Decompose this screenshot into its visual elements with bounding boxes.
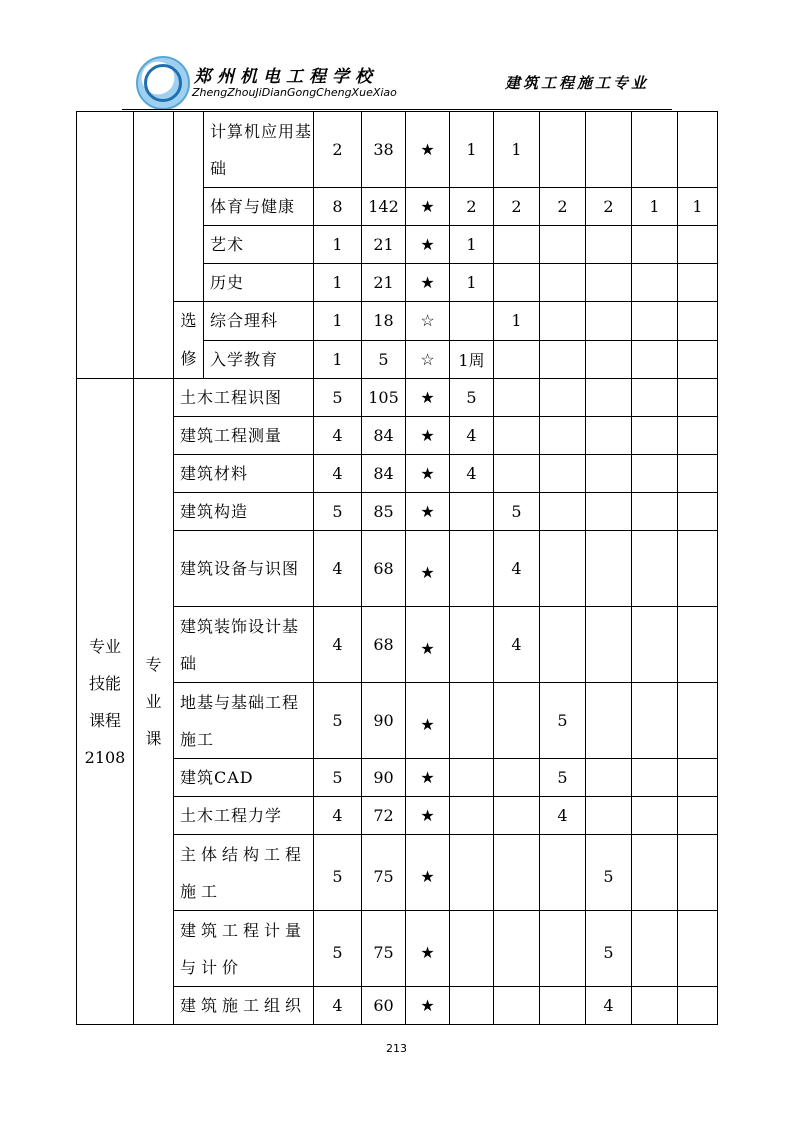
exam-mark: ★ — [406, 797, 450, 835]
required-indent-cell — [174, 112, 204, 302]
subcategory-cell-general — [134, 112, 174, 379]
semester-5 — [632, 683, 678, 759]
category-line: 课程 — [88, 710, 121, 730]
credits: 5 — [314, 683, 362, 759]
exam-mark: ★ — [406, 226, 450, 264]
semester-1 — [450, 797, 494, 835]
semester-6: 1 — [678, 188, 718, 226]
semester-2 — [494, 340, 540, 379]
course-name: 综合理科 — [204, 302, 314, 341]
semester-2 — [494, 759, 540, 797]
hours: 75 — [362, 911, 406, 987]
course-name: 主体结构工程施工 — [174, 835, 314, 911]
semester-6 — [678, 835, 718, 911]
table-row — [77, 455, 718, 493]
semester-3 — [540, 226, 586, 264]
course-name: 入学教育 — [204, 340, 314, 379]
table-row — [77, 493, 718, 531]
semester-1: 1 — [450, 112, 494, 188]
course-name: 历史 — [204, 264, 314, 302]
table-row — [77, 797, 718, 835]
credits: 1 — [314, 226, 362, 264]
credits: 4 — [314, 797, 362, 835]
semester-6 — [678, 493, 718, 531]
semester-2 — [494, 417, 540, 455]
semester-6 — [678, 379, 718, 417]
table-row — [77, 302, 718, 341]
subcategory-label-lines — [134, 646, 173, 757]
semester-5 — [632, 987, 678, 1025]
semester-4 — [586, 379, 632, 417]
semester-6 — [678, 455, 718, 493]
hours: 18 — [362, 302, 406, 341]
semester-6 — [678, 302, 718, 341]
semester-1 — [450, 302, 494, 341]
semester-1: 1周 — [450, 340, 494, 379]
semester-3 — [540, 302, 586, 341]
school-name-cn: 郑州机电工程学校 — [194, 67, 378, 87]
major-title: 建筑工程施工专业 — [505, 74, 650, 92]
curriculum-table — [76, 111, 718, 1025]
credits: 5 — [314, 493, 362, 531]
semester-2 — [494, 226, 540, 264]
exam-mark: ★ — [406, 112, 450, 188]
semester-5 — [632, 759, 678, 797]
semester-2 — [494, 911, 540, 987]
semester-5: 1 — [632, 188, 678, 226]
semester-1 — [450, 987, 494, 1025]
semester-1 — [450, 493, 494, 531]
hours: 84 — [362, 417, 406, 455]
credits: 4 — [314, 987, 362, 1025]
semester-6 — [678, 112, 718, 188]
subcategory-line: 课 — [145, 729, 162, 748]
semester-5 — [632, 797, 678, 835]
header-divider — [122, 109, 672, 110]
semester-4: 5 — [586, 835, 632, 911]
semester-5 — [632, 911, 678, 987]
semester-3: 2 — [540, 188, 586, 226]
semester-3 — [540, 531, 586, 607]
credits: 1 — [314, 340, 362, 379]
hours: 90 — [362, 683, 406, 759]
semester-4 — [586, 683, 632, 759]
course-name: 建筑工程计量与计价 — [174, 911, 314, 987]
semester-4 — [586, 759, 632, 797]
semester-1: 4 — [450, 455, 494, 493]
semester-2: 2 — [494, 188, 540, 226]
hours: 72 — [362, 797, 406, 835]
course-name: 建筑构造 — [174, 493, 314, 531]
semester-4: 5 — [586, 911, 632, 987]
exam-mark: ★ — [406, 911, 450, 987]
semester-4: 4 — [586, 987, 632, 1025]
table-row — [77, 759, 718, 797]
semester-5 — [632, 455, 678, 493]
semester-1: 4 — [450, 417, 494, 455]
semester-4 — [586, 226, 632, 264]
semester-1 — [450, 607, 494, 683]
elective-label-text: 选修 — [180, 311, 197, 368]
semester-6 — [678, 226, 718, 264]
hours: 68 — [362, 607, 406, 683]
semester-2: 1 — [494, 302, 540, 341]
course-name: 建筑装饰设计基础 — [174, 607, 314, 683]
semester-1 — [450, 683, 494, 759]
hours: 38 — [362, 112, 406, 188]
exam-mark: ★ — [406, 264, 450, 302]
table-row — [77, 911, 718, 987]
semester-6 — [678, 683, 718, 759]
hours: 105 — [362, 379, 406, 417]
semester-4 — [586, 607, 632, 683]
school-name-en: ZhengZhouJiDianGongChengXueXiao — [192, 86, 397, 99]
table-row — [77, 683, 718, 759]
semester-3 — [540, 340, 586, 379]
semester-3 — [540, 911, 586, 987]
table-row — [77, 112, 718, 188]
semester-5 — [632, 531, 678, 607]
semester-2 — [494, 264, 540, 302]
semester-4 — [586, 531, 632, 607]
semester-5 — [632, 340, 678, 379]
semester-3 — [540, 417, 586, 455]
page-header — [0, 0, 793, 112]
semester-4: 2 — [586, 188, 632, 226]
exam-mark: ☆ — [406, 302, 450, 341]
semester-3 — [540, 264, 586, 302]
credits: 2 — [314, 112, 362, 188]
hours: 5 — [362, 340, 406, 379]
semester-5 — [632, 417, 678, 455]
exam-mark: ★ — [406, 417, 450, 455]
semester-4 — [586, 417, 632, 455]
school-logo-icon — [136, 56, 190, 110]
semester-1: 2 — [450, 188, 494, 226]
semester-5 — [632, 302, 678, 341]
category-label-lines — [77, 628, 133, 776]
hours: 85 — [362, 493, 406, 531]
semester-4 — [586, 302, 632, 341]
course-name: 体育与健康 — [204, 188, 314, 226]
credits: 8 — [314, 188, 362, 226]
semester-5 — [632, 112, 678, 188]
semester-1: 1 — [450, 264, 494, 302]
semester-6 — [678, 264, 718, 302]
category-line: 专业 — [88, 636, 121, 656]
semester-5 — [632, 226, 678, 264]
credits: 4 — [314, 531, 362, 607]
semester-4 — [586, 264, 632, 302]
table-row — [77, 417, 718, 455]
semester-6 — [678, 340, 718, 379]
course-name: 建筑材料 — [174, 455, 314, 493]
credits: 4 — [314, 417, 362, 455]
semester-3 — [540, 987, 586, 1025]
semester-2: 1 — [494, 112, 540, 188]
exam-mark: ★ — [406, 531, 450, 607]
category-cell-professional — [77, 379, 134, 1025]
semester-2 — [494, 455, 540, 493]
exam-mark: ★ — [406, 835, 450, 911]
semester-5 — [632, 379, 678, 417]
semester-6 — [678, 417, 718, 455]
elective-label — [174, 302, 204, 379]
hours: 84 — [362, 455, 406, 493]
semester-3: 4 — [540, 797, 586, 835]
course-name: 土木工程识图 — [174, 379, 314, 417]
semester-4 — [586, 340, 632, 379]
hours: 21 — [362, 264, 406, 302]
page-number: 213 — [386, 1042, 407, 1055]
semester-2: 4 — [494, 607, 540, 683]
credits: 1 — [314, 302, 362, 341]
semester-2 — [494, 987, 540, 1025]
exam-mark: ★ — [406, 188, 450, 226]
semester-3: 5 — [540, 759, 586, 797]
category-line: 2108 — [84, 747, 126, 767]
credits: 5 — [314, 911, 362, 987]
hours: 68 — [362, 531, 406, 607]
table-row — [77, 379, 718, 417]
semester-5 — [632, 493, 678, 531]
semester-6 — [678, 531, 718, 607]
course-name: 计算机应用基础 — [204, 112, 314, 188]
category-cell-general — [77, 112, 134, 379]
exam-mark: ★ — [406, 493, 450, 531]
semester-5 — [632, 607, 678, 683]
course-name: 建筑工程测量 — [174, 417, 314, 455]
exam-mark: ★ — [406, 987, 450, 1025]
semester-6 — [678, 607, 718, 683]
semester-4 — [586, 112, 632, 188]
exam-mark: ★ — [406, 607, 450, 683]
credits: 4 — [314, 607, 362, 683]
semester-3 — [540, 112, 586, 188]
category-line: 技能 — [88, 673, 121, 693]
semester-1: 1 — [450, 226, 494, 264]
semester-2: 4 — [494, 531, 540, 607]
semester-6 — [678, 911, 718, 987]
table-row — [77, 987, 718, 1025]
hours: 60 — [362, 987, 406, 1025]
course-name: 建筑设备与识图 — [174, 531, 314, 607]
semester-3 — [540, 835, 586, 911]
semester-2 — [494, 797, 540, 835]
semester-6 — [678, 759, 718, 797]
table-row — [77, 835, 718, 911]
credits: 5 — [314, 379, 362, 417]
semester-2 — [494, 683, 540, 759]
hours: 21 — [362, 226, 406, 264]
semester-1 — [450, 835, 494, 911]
exam-mark: ★ — [406, 379, 450, 417]
semester-2 — [494, 835, 540, 911]
course-name: 土木工程力学 — [174, 797, 314, 835]
credits: 4 — [314, 455, 362, 493]
hours: 75 — [362, 835, 406, 911]
course-name: 建筑CAD — [174, 759, 314, 797]
exam-mark: ★ — [406, 455, 450, 493]
semester-3: 5 — [540, 683, 586, 759]
exam-mark: ★ — [406, 683, 450, 759]
subcategory-cell-professional — [134, 379, 174, 1025]
credits: 5 — [314, 759, 362, 797]
semester-2 — [494, 379, 540, 417]
semester-1: 5 — [450, 379, 494, 417]
semester-6 — [678, 987, 718, 1025]
semester-4 — [586, 493, 632, 531]
table-row — [77, 531, 718, 607]
table-row — [77, 607, 718, 683]
course-name: 建筑施工组织 — [174, 987, 314, 1025]
subcategory-line: 业 — [145, 692, 162, 711]
hours: 90 — [362, 759, 406, 797]
semester-6 — [678, 797, 718, 835]
course-name: 艺术 — [204, 226, 314, 264]
semester-2: 5 — [494, 493, 540, 531]
credits: 5 — [314, 835, 362, 911]
semester-3 — [540, 379, 586, 417]
subcategory-line: 专 — [145, 655, 162, 674]
hours: 142 — [362, 188, 406, 226]
semester-5 — [632, 264, 678, 302]
semester-3 — [540, 493, 586, 531]
semester-1 — [450, 759, 494, 797]
semester-1 — [450, 531, 494, 607]
semester-4 — [586, 455, 632, 493]
semester-1 — [450, 911, 494, 987]
course-name: 地基与基础工程施工 — [174, 683, 314, 759]
semester-3 — [540, 455, 586, 493]
exam-mark: ☆ — [406, 340, 450, 379]
semester-3 — [540, 607, 586, 683]
semester-4 — [586, 797, 632, 835]
exam-mark: ★ — [406, 759, 450, 797]
semester-5 — [632, 835, 678, 911]
credits: 1 — [314, 264, 362, 302]
